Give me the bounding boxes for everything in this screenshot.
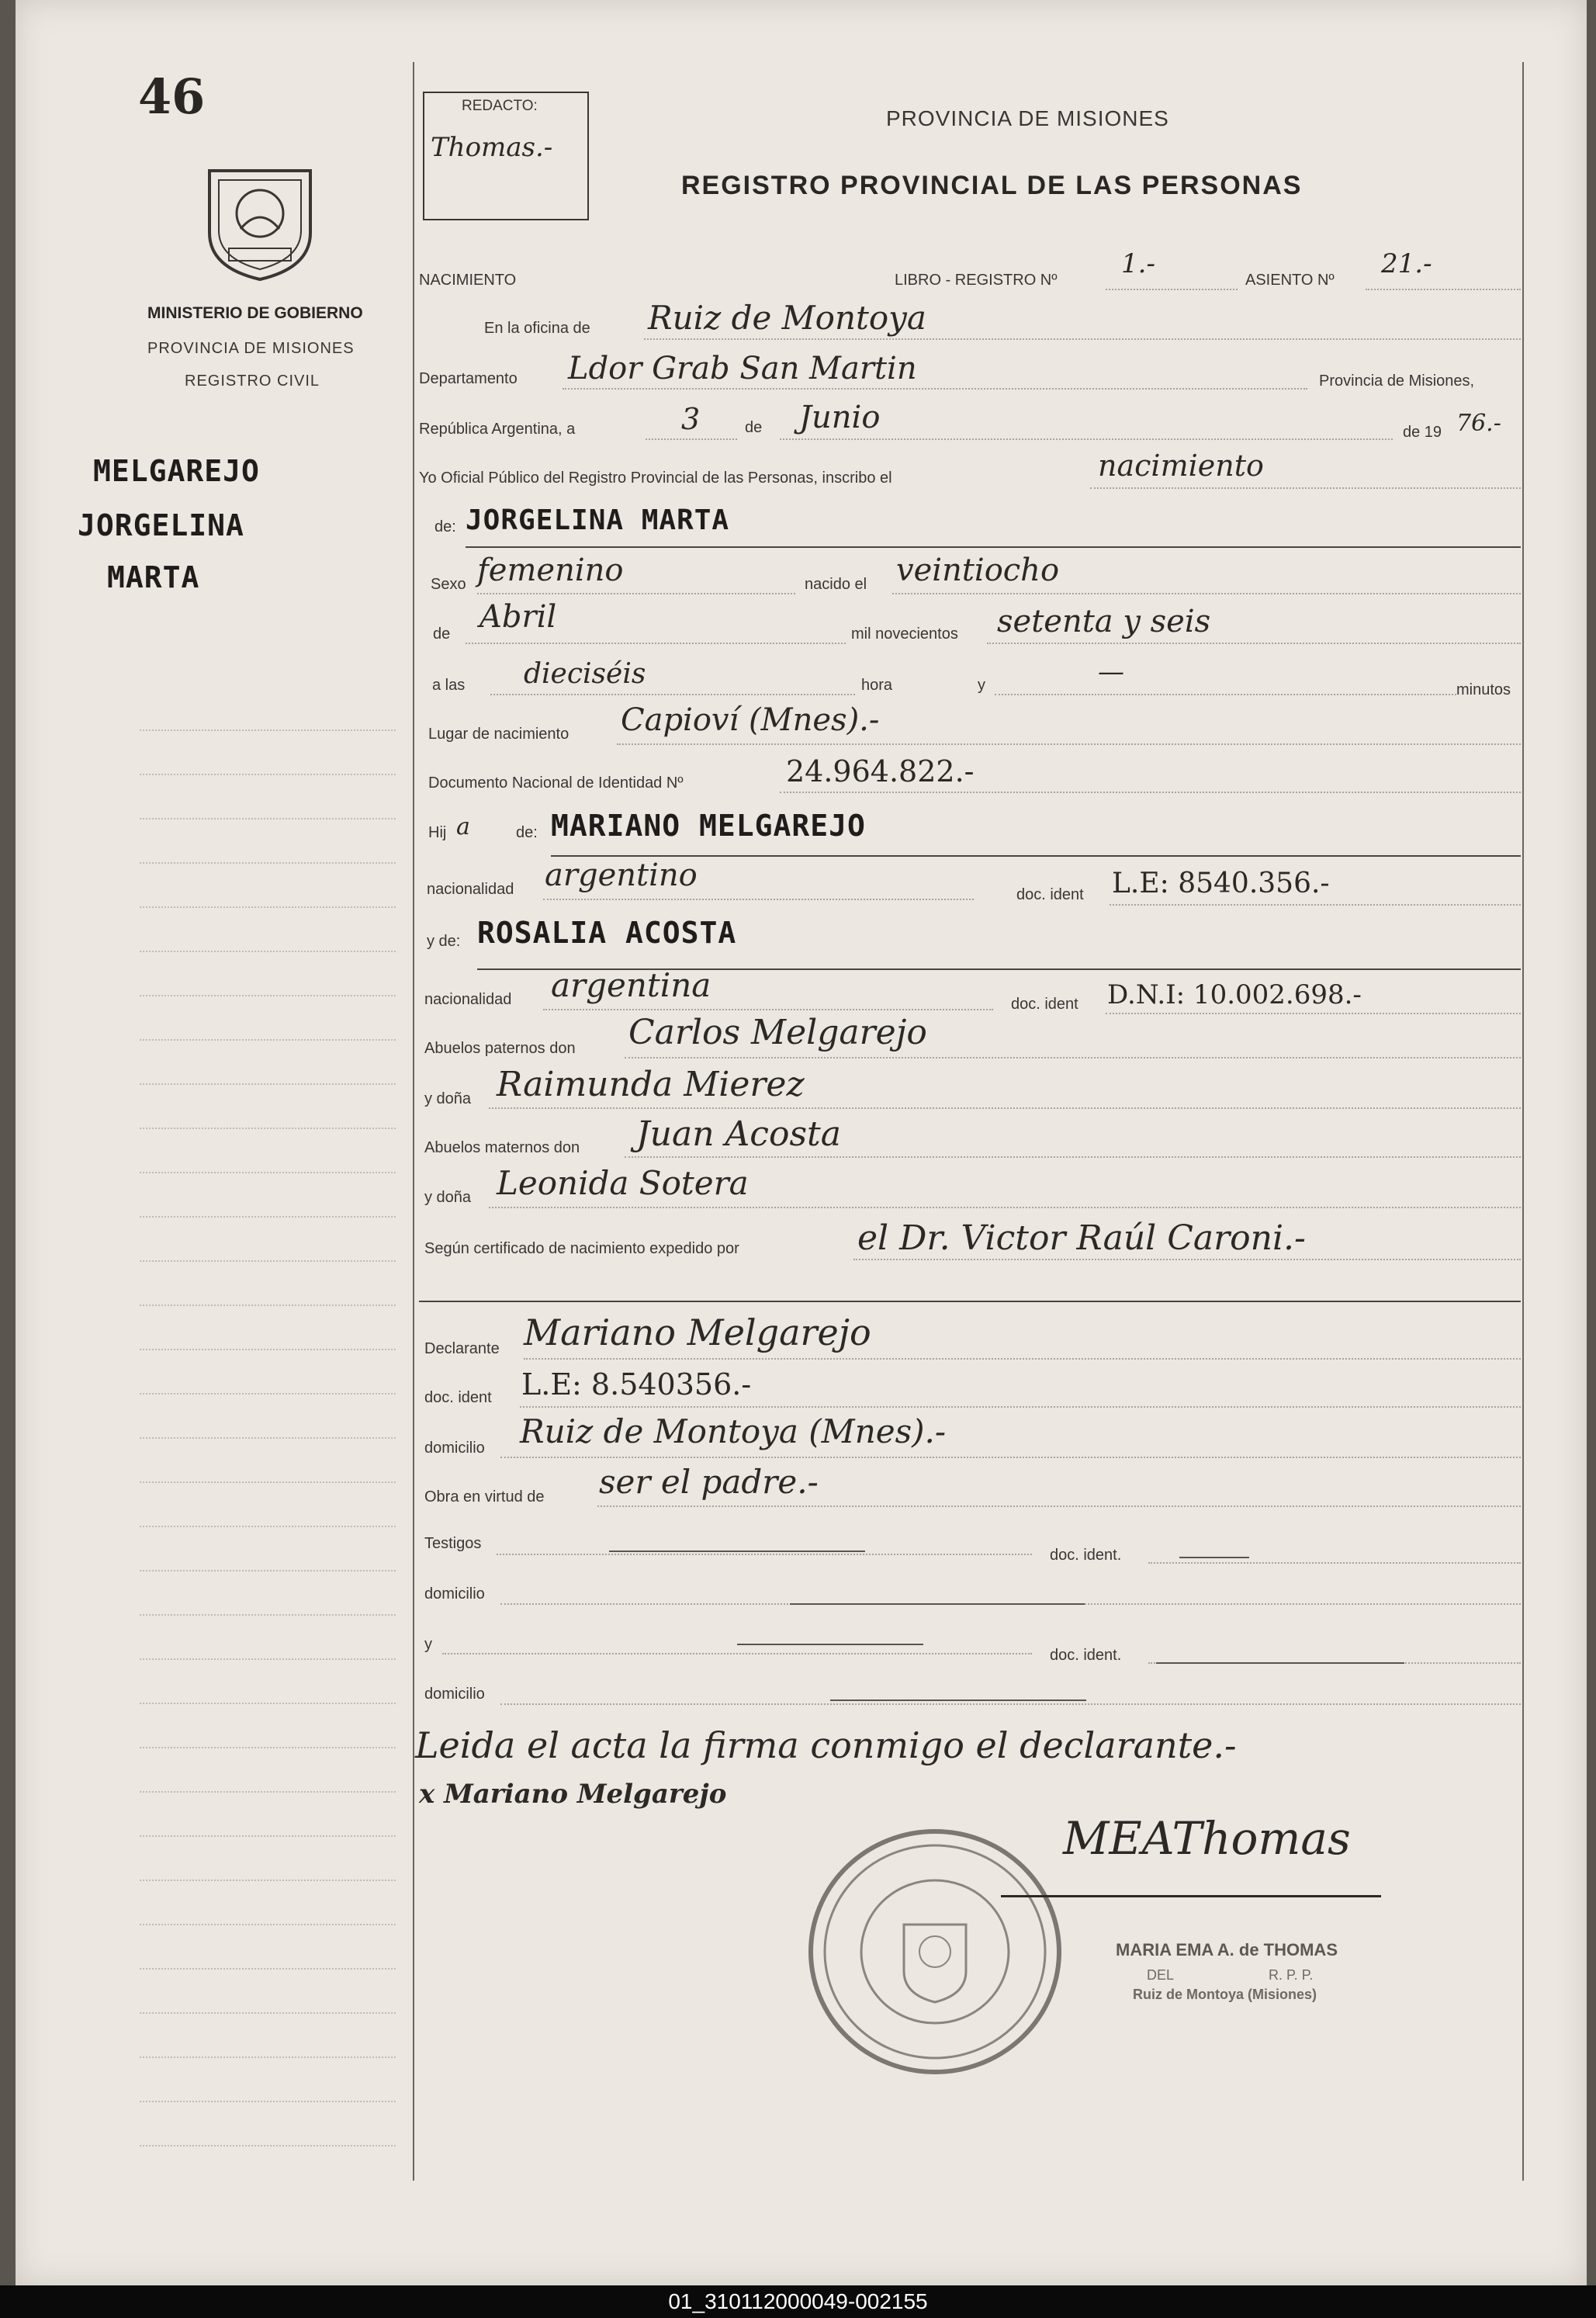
domicilio-value: Ruiz de Montoya (Mnes).- [520,1412,947,1450]
father-nationality-label: nacionalidad [427,881,514,898]
testigo1-doc-label: doc. ident. [1050,1547,1122,1564]
ministry-seal-icon [202,159,318,283]
certificate-value: el Dr. Victor Raúl Caroni.- [857,1218,1306,1258]
maternal-grandmother-value: Leonida Sotera [497,1164,749,1202]
domicilio-label: domicilio [424,1440,485,1457]
left-province-label: PROVINCIA DE MISIONES [147,340,355,357]
testigo2-domicilio-label: domicilio [424,1686,485,1703]
alas-label: a las [432,677,466,694]
father-doc-value: L.E: 8540.356.- [1112,868,1330,899]
header-province: PROVINCIA DE MISIONES [886,106,1169,130]
registrar-title-left: DEL [1147,1967,1175,1983]
mes-value: Junio [799,400,881,435]
left-border-line [413,62,414,2181]
de-label: de [745,419,763,436]
hijo-de-label: de: [516,824,538,841]
certificate-label: Según certificado de nacimiento expedido por [424,1240,739,1257]
alas-value: dieciséis [524,658,646,690]
paternal-grandfather-label: Abuelos paternos don [424,1040,576,1057]
anio-value: 76.- [1456,410,1501,437]
father-nationality-value: argentino [545,858,698,893]
nacido-value: veintiocho [896,553,1060,588]
provincia-label: Provincia de Misiones, [1319,372,1475,390]
registrar-handwritten-signature: MEAThomas [1063,1812,1351,1865]
libro-label: LIBRO - REGISTRO Nº [895,272,1058,289]
father-doc-label: doc. ident [1016,886,1084,903]
mother-nationality-label: nacionalidad [424,991,512,1008]
civil-registry-label: REGISTRO CIVIL [185,372,320,390]
obra-label: Obra en virtud de [424,1488,545,1505]
maternal-grandfather-value: Juan Acosta [636,1114,841,1154]
mother-doc-label: doc. ident [1011,996,1078,1013]
oficina-label: En la oficina de [484,320,590,337]
lugar-label: Lugar de nacimiento [428,726,570,743]
dni-value: 24.964.822.- [786,754,975,788]
nacido-label: nacido el [805,576,867,593]
minutos-label: minutos [1456,681,1511,698]
mil-label: mil novecientos [851,625,958,643]
margin-given-name: JORGELINA [78,508,244,542]
header-title: REGISTRO PROVINCIAL DE LAS PERSONAS [681,171,1303,200]
testigos-label: Testigos [424,1535,482,1552]
declarant-doc-value: L.E: 8.540356.- [521,1367,752,1402]
nacimiento-label: NACIMIENTO [419,272,517,289]
testigo1-dom-line [790,1603,1085,1605]
testigo1-doc-line [1179,1557,1249,1558]
registrar-title-right: R. P. P. [1269,1967,1314,1983]
testigo2-y-label: y [424,1636,432,1653]
asiento-label: ASIENTO Nº [1245,272,1335,289]
margin-surname: MELGAREJO [93,454,260,488]
closing-statement: Leida el acta la firma conmigo el declarante.- [415,1724,1237,1766]
hora-label: hora [861,677,893,694]
registrar-name: MARIA EMA A. de THOMAS [1116,1940,1338,1959]
dni-label: Documento Nacional de Identidad Nº [428,774,684,792]
official-stamp-icon [803,1824,1067,2080]
testigo1-line [609,1551,865,1552]
de-mes-value: Abril [479,599,557,635]
hijo-label: Hij [428,824,447,841]
father-name: MARIANO MELGAREJO [551,809,866,843]
redacto-box [423,92,589,220]
asiento-value: 21.- [1381,248,1432,279]
section-divider [419,1301,1521,1302]
oficial-value: nacimiento [1098,449,1264,483]
paternal-grandmother-label: y doña [424,1090,472,1107]
libro-value: 1.- [1121,248,1155,279]
paternal-grandmother-value: Raimunda Mierez [497,1065,805,1104]
de-mes-label: de [433,625,451,643]
right-border-line [1522,62,1524,2181]
testigo2-doc-line [1156,1662,1404,1664]
name-de-label: de: [434,518,456,535]
testigo2-dom-line [830,1700,1086,1701]
redacto-label: REDACTO: [462,98,538,114]
declarant-label: Declarante [424,1340,500,1357]
document-page [16,0,1587,2285]
oficial-label: Yo Oficial Público del Registro Provincial de las Personas, inscribo el [419,469,892,487]
testigo1-domicilio-label: domicilio [424,1585,485,1603]
declarant-signature: x Mariano Melgarejo [419,1779,727,1810]
maternal-grandmother-label: y doña [424,1189,472,1206]
sexo-value: femenino [477,553,624,588]
anio-label: de 19 [1403,424,1442,441]
registrar-office: Ruiz de Montoya (Misiones) [1133,1987,1317,2002]
mother-name: ROSALIA ACOSTA [477,916,737,950]
paternal-grandfather-value: Carlos Melgarejo [628,1013,927,1052]
departamento-label: Departamento [419,370,518,387]
republica-label: República Argentina, a [419,421,576,438]
hora-y-label: y [978,677,985,694]
ministry-label: MINISTERIO DE GOBIERNO [147,304,363,322]
folio-number: 46 [138,68,206,125]
signature-line [1001,1895,1381,1897]
declarant-doc-label: doc. ident [424,1389,492,1406]
lugar-value: Capioví (Mnes).- [621,702,880,738]
maternal-grandfather-label: Abuelos maternos don [424,1139,580,1156]
testigo2-doc-label: doc. ident. [1050,1647,1122,1664]
minutos-value: — [1098,657,1124,688]
registered-name: JORGELINA MARTA [466,504,730,536]
mother-nationality-value: argentina [551,966,711,1004]
dia-value: 3 [681,402,701,436]
mother-de-label: y de: [427,933,461,950]
image-id-bar: 01_310112000049-002155 [0,2285,1596,2318]
obra-value: ser el padre.- [599,1463,819,1501]
departamento-value: Ldor Grab San Martin [568,351,917,386]
declarant-value: Mariano Melgarejo [524,1311,871,1353]
testigo2-line [737,1644,923,1645]
mil-value: setenta y seis [997,604,1211,639]
oficina-value: Ruiz de Montoya [648,299,926,337]
margin-second-name: MARTA [107,560,200,594]
redacto-value: Thomas.- [431,132,553,163]
hijo-suffix: a [456,813,470,840]
name-underline [466,546,1521,548]
mother-doc-value: D.N.I: 10.002.698.- [1107,979,1362,1010]
sexo-label: Sexo [431,576,466,593]
father-underline [551,855,1521,857]
